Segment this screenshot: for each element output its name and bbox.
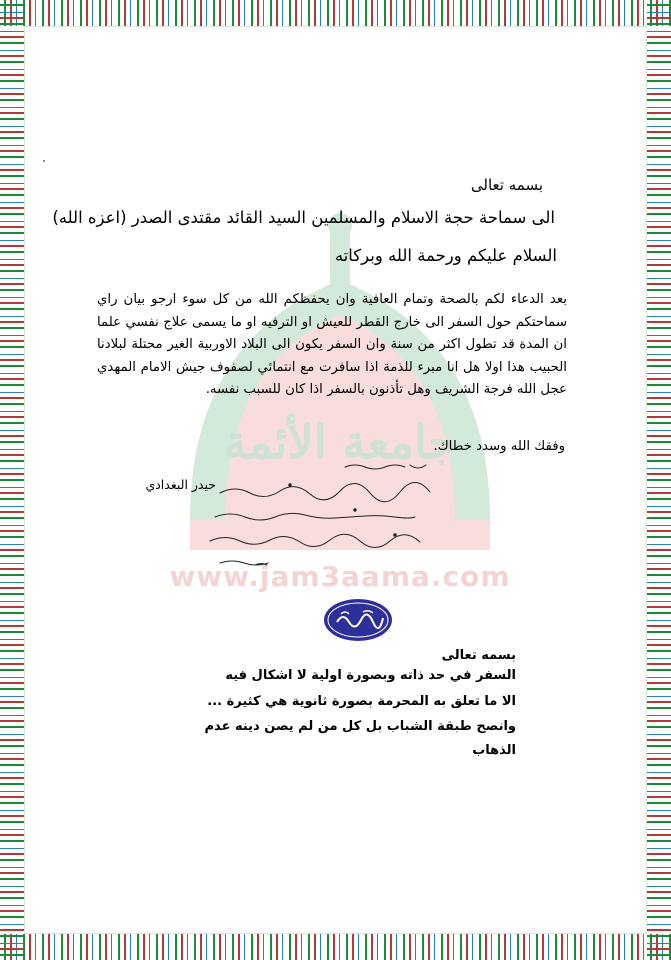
watermark-arabic-text: جامعة الأئمة xyxy=(223,415,457,469)
handwritten-reply-scribble xyxy=(195,455,465,575)
letter-greeting: السلام عليكم ورحمة الله وبركاته xyxy=(334,246,557,265)
scan-speck xyxy=(43,160,45,162)
reply-header: بسمه تعالى xyxy=(441,648,516,663)
letter-body: بعد الدعاء لكم بالصحة وتمام العافية وان يحفظكم الله من كل سوء ارجو بيان راي سماحتكم حول السفر الى خارج القطر للعيش او الترفيه او ما يسمى علاج نفسي علما ان المدة قد تطول اكثر من سنة وان السفر يكون الى البلاد الاوربية الغير محتلة لبلادنا الحبيب هذا اولا هل انا مبرء للذمة اذا سافرت مع انتمائي لصفوف جيش الامام المهدي عجل الله فرجة الشريف وهل تأذنون بالسفر اذا كان للسبب نفسه. xyxy=(97,292,567,397)
reply-line-1: السفر في حد ذاته وبصورة اولية لا اشكال فيه xyxy=(225,668,516,683)
decorative-border-top xyxy=(0,0,671,26)
letter-address: الى سماحة حجة الاسلام والمسلمين السيد القائد مقتدى الصدر (اعزه الله) xyxy=(52,208,555,227)
letter-signer: حيدر البغدادي xyxy=(145,477,216,492)
decorative-border-left xyxy=(0,0,24,960)
decorative-border-right xyxy=(647,0,671,960)
official-seal-icon xyxy=(323,598,393,642)
reply-line-2: الا ما تعلق به المحرمة بصورة ثانوية هي كثيرة ... xyxy=(207,694,516,709)
watermark-url: www.jam3aama.com xyxy=(169,560,511,593)
decorative-border-bottom xyxy=(0,934,671,960)
letter-closing: وفقك الله وسدد خطاك. xyxy=(433,439,565,454)
reply-line-4: الذهاب xyxy=(472,743,516,758)
letter-bismillah: بسمه تعالى xyxy=(470,176,543,194)
reply-line-3: وانصح طبقة الشباب بل كل من لم يصن دينه عدم xyxy=(204,719,516,734)
